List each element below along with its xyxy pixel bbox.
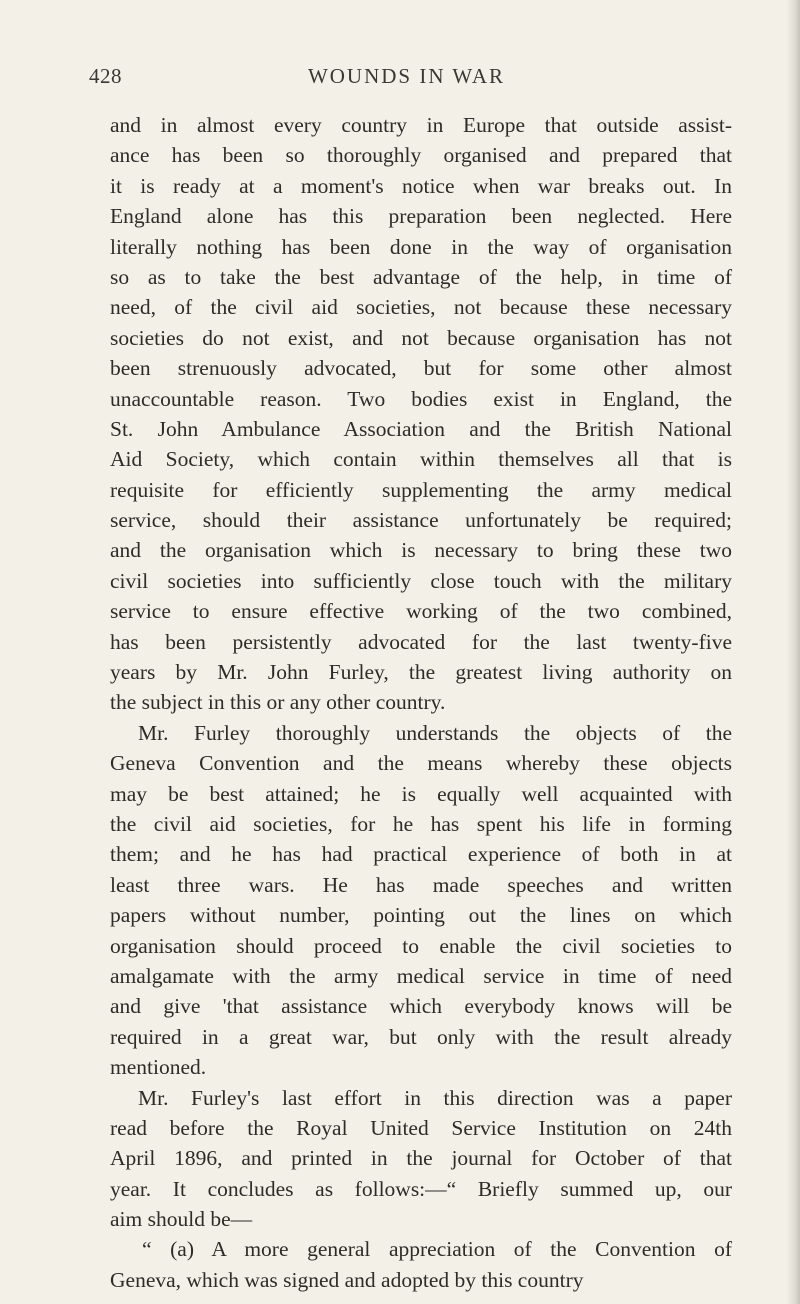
text-line: Mr. Furley's last effort in this direction was a paper: [138, 1085, 732, 1110]
text-line: April 1896, and printed in the journal for October of that: [110, 1146, 732, 1171]
text-line: service to ensure effective working of the two combined,: [110, 599, 732, 624]
text-line: them; and he has had practical experience of both in at: [110, 842, 732, 867]
text-line: civil societies into sufficiently close touch with the military: [110, 568, 732, 593]
text-line: Geneva, which was signed and adopted by this country: [110, 1267, 584, 1292]
text-line: service, should their assistance unfortunately be required;: [110, 508, 732, 533]
text-line: organisation should proceed to enable the civil societies to: [110, 933, 732, 958]
running-head: WOUNDS IN WAR: [307, 64, 506, 88]
text-line: has been persistently advocated for the last twenty-five: [110, 629, 732, 654]
text-line: the civil aid societies, for he has spent his life in forming: [110, 811, 732, 836]
page-header: [89, 64, 724, 94]
text-line: the subject in this or any other country.: [110, 690, 446, 715]
text-line: years by Mr. John Furley, the greatest living authority on: [110, 660, 732, 685]
text-line: mentioned.: [110, 1055, 207, 1080]
text-line: been strenuously advocated, but for some other almost: [110, 356, 732, 381]
text-line: societies do not exist, and not because organisation has not: [110, 325, 732, 350]
page-number: 428: [89, 64, 122, 88]
text-line: read before the Royal United Service Institution on 24th: [110, 1115, 732, 1140]
text-line: and in almost every country in Europe that outside assist-: [110, 113, 732, 137]
text-line: unaccountable reason. Two bodies exist in England, the: [110, 386, 732, 411]
text-line: aim should be—: [110, 1207, 253, 1232]
text-line: and give 'that assistance which everybody knows will be: [110, 994, 732, 1019]
text-line: may be best attained; he is equally well acquainted with: [110, 781, 732, 806]
text-line: Geneva Convention and the means whereby these objects: [110, 751, 732, 776]
text-line: Mr. Furley thoroughly understands the objects of the: [138, 720, 732, 745]
body-text: [110, 110, 732, 1295]
text-line: “ (a) A more general appreciation of the Convention of: [142, 1237, 732, 1262]
text-line: St. John Ambulance Association and the British National: [110, 416, 732, 441]
text-line: England alone has this preparation been neglected. Here: [110, 204, 732, 229]
text-line: required in a great war, but only with the result already: [110, 1024, 732, 1049]
text-line: papers without number, pointing out the lines on which: [110, 903, 732, 928]
text-line: year. It concludes as follows:—“ Briefly summed up, our: [110, 1176, 732, 1201]
text-line: literally nothing has been done in the way of organisation: [110, 234, 732, 259]
text-line: amalgamate with the army medical service in time of need: [110, 963, 732, 988]
text-line: need, of the civil aid societies, not because these necessary: [110, 295, 732, 320]
text-line: Aid Society, which contain within themselves all that is: [110, 447, 732, 472]
text-line: so as to take the best advantage of the help, in time of: [110, 264, 732, 289]
text-line: requisite for efficiently supplementing the army medical: [110, 477, 732, 502]
page-edge-shadow: [786, 0, 800, 1304]
text-line: ance has been so thoroughly organised and prepared that: [110, 143, 732, 168]
text-line: and the organisation which is necessary to bring these two: [110, 538, 732, 563]
text-line: it is ready at a moment's notice when war breaks out. In: [110, 173, 732, 198]
text-line: least three wars. He has made speeches and written: [110, 872, 732, 897]
